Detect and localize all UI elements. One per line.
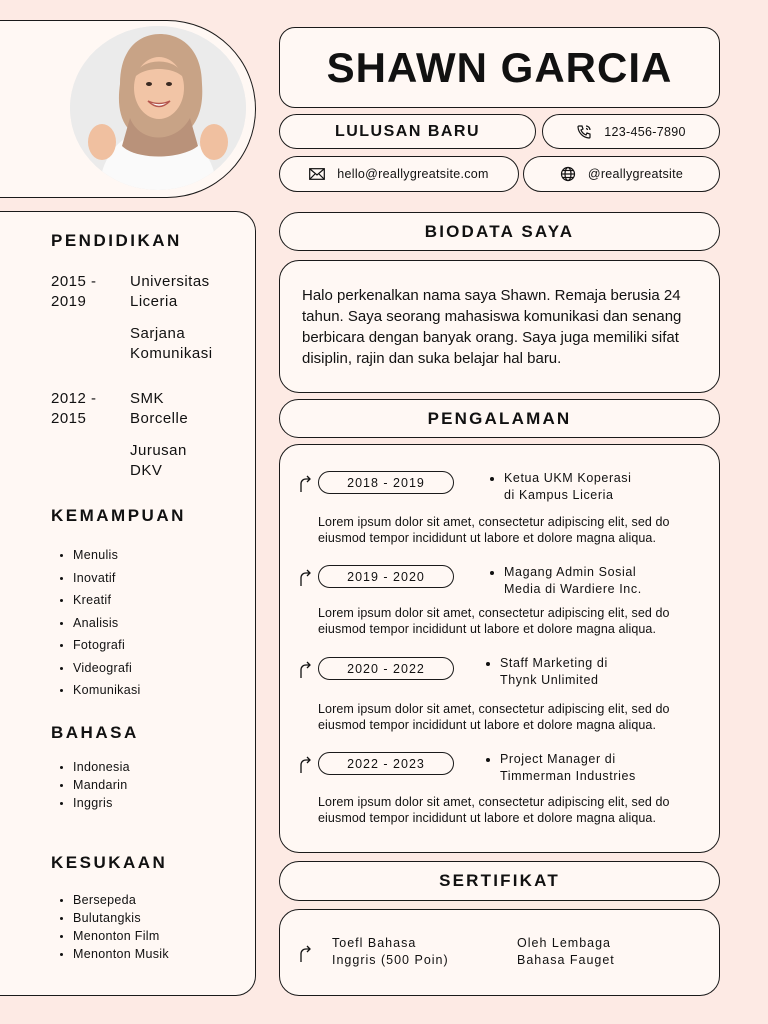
education-school: SMK <box>130 390 165 407</box>
hobbies-heading: KESUKAAN <box>51 853 168 872</box>
skill-item: • Menulis <box>73 544 141 567</box>
experience-heading: PENGALAMAN <box>427 408 572 428</box>
certificate-issuer: Oleh Lembaga Bahasa Fauget <box>517 936 615 967</box>
skills-heading: KEMAMPUAN <box>51 506 186 525</box>
education-school: Liceria <box>130 293 178 310</box>
curved-arrow-icon <box>298 945 312 968</box>
education-school: Borcelle <box>130 410 189 427</box>
globe-icon <box>560 166 576 182</box>
education-major: Jurusan <box>130 442 187 459</box>
skills-list <box>73 544 141 702</box>
language-item: • Mandarin <box>73 776 130 794</box>
languages-list <box>73 758 130 812</box>
bio-heading: BIODATA SAYA <box>424 221 575 241</box>
education-major: DKV <box>130 462 163 479</box>
phone-pill <box>542 114 720 149</box>
hobby-item: • Bersepeda <box>73 891 169 909</box>
experience-card <box>279 444 720 853</box>
candidate-name: SHAWN GARCIA <box>326 43 673 91</box>
language-item: • Inggris <box>73 794 130 812</box>
certificate-heading: SERTIFIKAT <box>439 871 560 890</box>
certificate-card <box>279 909 720 996</box>
hobbies-list <box>73 891 169 963</box>
envelope-icon <box>309 168 325 180</box>
education-major: Komunikasi <box>130 345 213 362</box>
skill-item: • Fotografi <box>73 634 141 657</box>
phone-icon <box>576 124 592 140</box>
curved-arrow-icon <box>298 756 312 779</box>
education-years: 2015 - <box>51 273 97 290</box>
email-pill <box>279 156 519 192</box>
bio-card <box>279 260 720 393</box>
email-address: hello@reallygreatsite.com <box>337 167 489 181</box>
languages-heading: BAHASA <box>51 723 139 742</box>
hobby-item: • Menonton Musik <box>73 945 169 963</box>
social-pill <box>523 156 720 192</box>
skill-item: • Analisis <box>73 612 141 635</box>
hobby-item: • Menonton Film <box>73 927 169 945</box>
experience-description: Lorem ipsum dolor sit amet, consectetur adipiscing elit, sed do eiusmod tempor incididunt ut labore et dolore magna aliqua. <box>318 515 670 545</box>
profile-photo <box>70 26 246 190</box>
skill-item: • Videografi <box>73 657 141 680</box>
experience-years: 2019 - 2020 <box>318 565 454 588</box>
experience-role: • Magang Admin Sosial Media di Wardiere Inc. <box>504 564 642 598</box>
experience-role: • Staff Marketing di Thynk Unlimited <box>500 655 608 689</box>
skill-item: • Komunikasi <box>73 679 141 702</box>
skill-item: • Kreatif <box>73 589 141 612</box>
experience-description: Lorem ipsum dolor sit amet, consectetur adipiscing elit, sed do eiusmod tempor incididunt ut labore et dolore magna aliqua. <box>318 702 670 732</box>
experience-description: Lorem ipsum dolor sit amet, consectetur adipiscing elit, sed do eiusmod tempor incididunt ut labore et dolore magna aliqua. <box>318 795 670 825</box>
curved-arrow-icon <box>298 475 312 498</box>
education-years: 2019 <box>51 293 87 310</box>
experience-heading-pill <box>279 399 720 438</box>
experience-description: Lorem ipsum dolor sit amet, consectetur adipiscing elit, sed do eiusmod tempor incididunt ut labore et dolore magna aliqua. <box>318 606 670 636</box>
social-handle: @reallygreatsite <box>587 167 684 181</box>
curved-arrow-icon <box>298 569 312 592</box>
experience-years: 2020 - 2022 <box>318 657 454 680</box>
education-years: 2015 <box>51 410 87 427</box>
education-school: Universitas <box>130 273 210 290</box>
curved-arrow-icon <box>298 661 312 684</box>
bio-heading-pill <box>279 212 720 251</box>
role-pill <box>279 114 536 149</box>
certificate-name: Toefl Bahasa Inggris (500 Poin) <box>332 936 449 967</box>
experience-role: • Project Manager di Timmerman Industries <box>500 751 636 785</box>
experience-years: 2018 - 2019 <box>318 471 454 494</box>
skill-item: • Inovatif <box>73 567 141 590</box>
experience-role: • Ketua UKM Koperasi di Kampus Liceria <box>504 470 632 504</box>
name-box <box>279 27 720 108</box>
role-title: LULUSAN BARU <box>334 122 481 140</box>
education-years: 2012 - <box>51 390 97 407</box>
education-heading: PENDIDIKAN <box>51 231 182 250</box>
phone-number: 123-456-7890 <box>604 124 686 139</box>
education-major: Sarjana <box>130 325 186 342</box>
hobby-item: • Bulutangkis <box>73 909 169 927</box>
language-item: • Indonesia <box>73 758 130 776</box>
certificate-heading-pill <box>279 861 720 901</box>
experience-years: 2022 - 2023 <box>318 752 454 775</box>
bio-text: Halo perkenalkan nama saya Shawn. Remaja berusia 24 tahun. Saya seorang mahasiswa komunikasi dan senang berbicara dengan banyak orang. Saya juga memiliki sifat disiplin, rajin dan suka belajar hal baru. <box>302 287 682 367</box>
